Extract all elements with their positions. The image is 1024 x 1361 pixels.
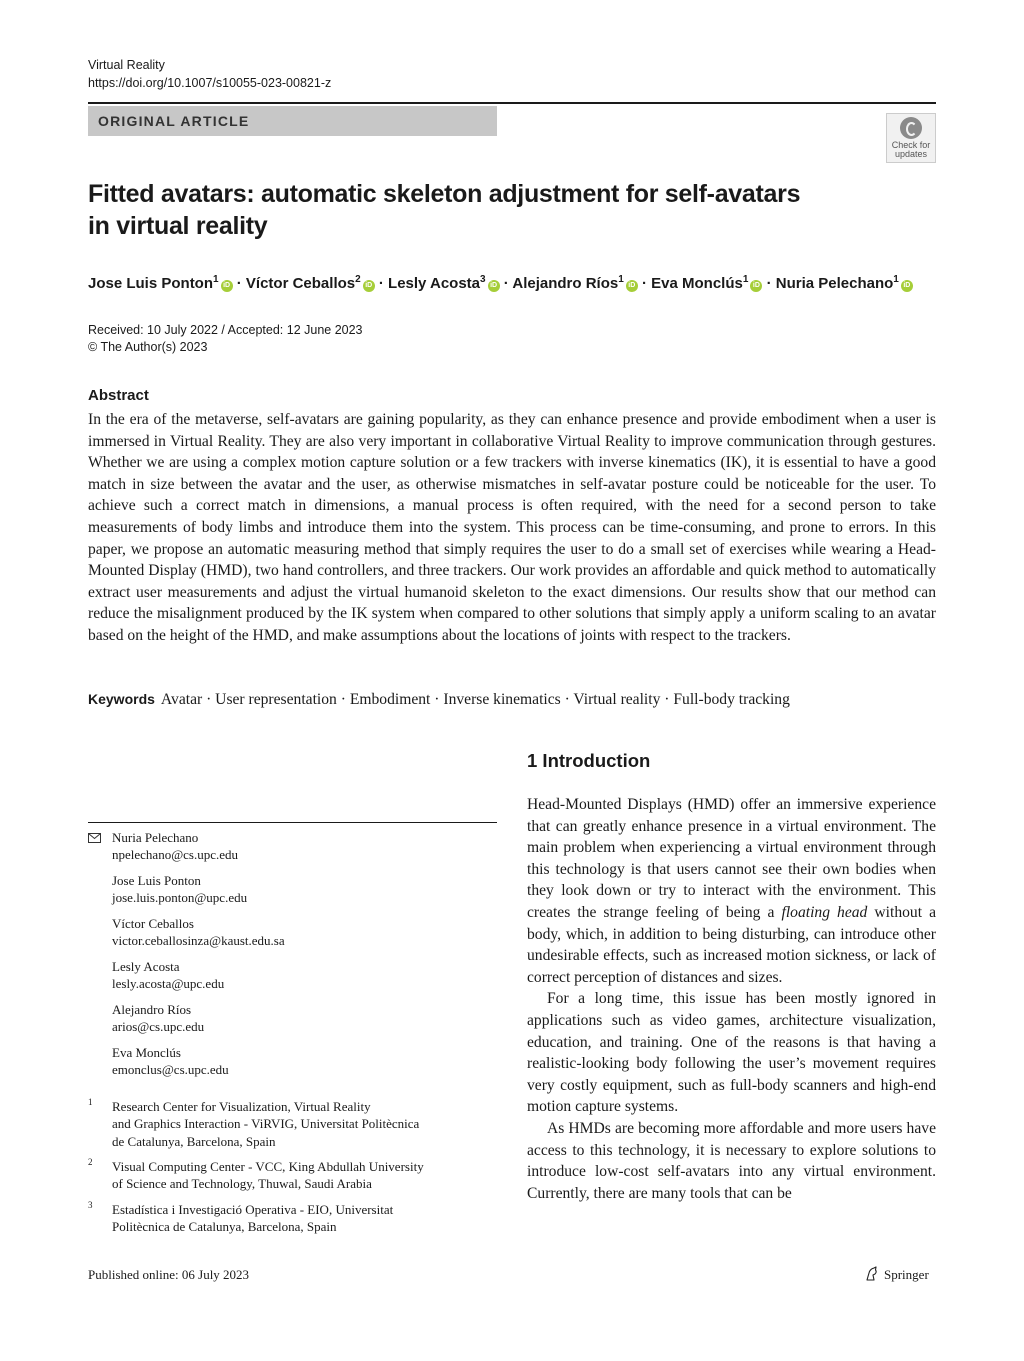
article-type-label: ORIGINAL ARTICLE — [98, 113, 250, 129]
envelope-icon — [88, 833, 101, 843]
author[interactable]: Eva Monclús$^1$iD — [651, 275, 762, 292]
author[interactable]: Lesly Acosta$^3$iD — [388, 275, 500, 292]
check-for-updates-badge[interactable] — [886, 113, 936, 163]
email-link[interactable]: arios@cs.upc.edu — [112, 1019, 205, 1035]
journal-name: Virtual Reality — [88, 58, 165, 72]
author[interactable]: Víctor Ceballos$^2$iD — [246, 275, 375, 292]
email-link[interactable]: emonclus@cs.upc.edu — [112, 1062, 229, 1078]
contact-entry: Lesly Acosta lesly.acosta@upc.edu — [112, 958, 502, 993]
abstract-heading: Abstract — [88, 387, 149, 404]
paragraph: As HMDs are becoming more affordable and more users have access to this technology, it is necessary to explore solutions to introduce low-cost self-avatars into any virtual environment. Currently, there are many tools that can be — [527, 1119, 936, 1202]
received-accepted: Received: 10 July 2022 / Accepted: 12 June 2023 — [88, 323, 363, 337]
journal-header — [88, 56, 331, 92]
contact-entry: Jose Luis Ponton jose.luis.ponton@upc.edu — [112, 872, 502, 907]
copyright: © The Author(s) 2023 — [88, 340, 208, 354]
email-link[interactable]: npelechano@cs.upc.edu — [112, 847, 239, 863]
crossmark-icon — [900, 117, 922, 139]
author[interactable]: Alejandro Ríos$^1$iD — [512, 275, 637, 292]
section-heading-introduction: 1 Introduction — [527, 750, 651, 771]
introduction-body — [527, 794, 936, 1204]
contact-entry: Alejandro Ríos arios@cs.upc.edu — [112, 1001, 502, 1036]
orcid-icon[interactable]: iD — [221, 280, 233, 292]
published-date: Published online: 06 July 2023 — [88, 1267, 250, 1282]
author[interactable]: Nuria Pelechano$^1$iD — [776, 275, 913, 292]
keywords-list: Avatar · User representation · Embodiment · Inverse kinematics · Virtual reality · Full-body tracking — [160, 691, 790, 708]
author-list: Jose Luis Ponton$^1$iD · Víctor Ceballos$^2$iD · Lesly Acosta$^3$iD · Alejandro Ríos$^1$iD · Eva Monclús$^1$iD · Nuria Pelechano$^1$iD — [88, 269, 913, 295]
contact-entry: Eva Monclús emonclus@cs.upc.edu — [112, 1044, 502, 1079]
article-type-banner — [88, 106, 497, 136]
paper-title: Fitted avatars: automatic skeleton adjustment for self-avatars in virtual reality — [88, 180, 801, 240]
paragraph: Head-Mounted Displays (HMD) offer an immersive experience that can greatly enhance presence in a virtual environment. The main problem when experiencing a virtual environment through this technology is that users cannot see their own bodies when they look down or try to interact with the environment. This creates the strange feeling of being a floating head without a body, which, in addition to being disturbing, can introduce other undesirable effects, such as increased motion sickness, or lack of correct perception of distances and sizes. — [527, 796, 937, 986]
contact-entry: Víctor Ceballos victor.ceballosinza@kaust.edu.sa — [112, 915, 502, 950]
footnote-rule — [88, 822, 497, 823]
email-link[interactable]: lesly.acosta@upc.edu — [112, 976, 225, 992]
orcid-icon[interactable]: iD — [488, 280, 500, 292]
orcid-icon[interactable]: iD — [363, 280, 375, 292]
orcid-icon[interactable]: iD — [750, 280, 762, 292]
orcid-icon[interactable]: iD — [901, 280, 913, 292]
email-link[interactable]: victor.ceballosinza@kaust.edu.sa — [112, 933, 285, 949]
orcid-icon[interactable]: iD — [626, 280, 638, 292]
keywords — [88, 689, 790, 710]
abstract-text: In the era of the metaverse, self-avatars are gaining popularity, as they can enhance presence and provide embodiment when a user is immersed in Virtual Reality. They are also very important in collaborative Virtual Reality to improve communication through gestures. Whether we are using a complex motion capture solution or a few trackers with inverse kinematics (IK), it is essential to have a good match in size between the avatar and the user, as otherwise mismatches in self-avatar posture could be noticeable for the user. To achieve such a correct match in dimensions, a manual process is often required, with the need for a second person to take measurements of body limbs and introduce them into the system. This process can be time-consuming, and prone to errors. In this paper, we propose an automatic measuring method that simply requires the user to do a small set of exercises while wearing a Head-Mounted Display (HMD), two hand controllers, and three trackers. Our work provides an affordable and quick method to automatically extract user measurements and adjust the virtual humanoid skeleton to the exact dimensions. Our results show that our method can reduce the misalignment produced by the IK system when compared to other solutions that simply apply a uniform scaling to an avatar based on the height of the HMD, and make assumptions about the locations of joints with respect to the trackers. — [88, 411, 936, 644]
author[interactable]: Jose Luis Ponton$^1$iD — [88, 275, 233, 292]
email-link[interactable]: jose.luis.ponton@upc.edu — [112, 890, 248, 906]
check-updates-text: Check for updates — [891, 140, 931, 159]
doi-link[interactable]: https://doi.org/10.1007/s10055-023-00821-z — [88, 76, 332, 90]
corresponding-contacts — [112, 829, 502, 1087]
keywords-label: Keywords — [88, 691, 155, 707]
springer-horse-icon — [864, 1266, 880, 1282]
publisher-logo — [864, 1266, 929, 1283]
article-dates — [88, 322, 363, 356]
paragraph: For a long time, this issue has been mostly ignored in applications such as video games, architecture visualization, education, and training. One of the reasons is that having a realistic-looking body following the user’s movement requires very costly equipment, such as full-body scanners and high-end motion capture systems. — [527, 990, 936, 1116]
header-rule — [88, 102, 936, 104]
publisher-name: Springer — [884, 1267, 929, 1282]
contact-entry: Nuria Pelechano npelechano@cs.upc.edu — [112, 829, 502, 864]
